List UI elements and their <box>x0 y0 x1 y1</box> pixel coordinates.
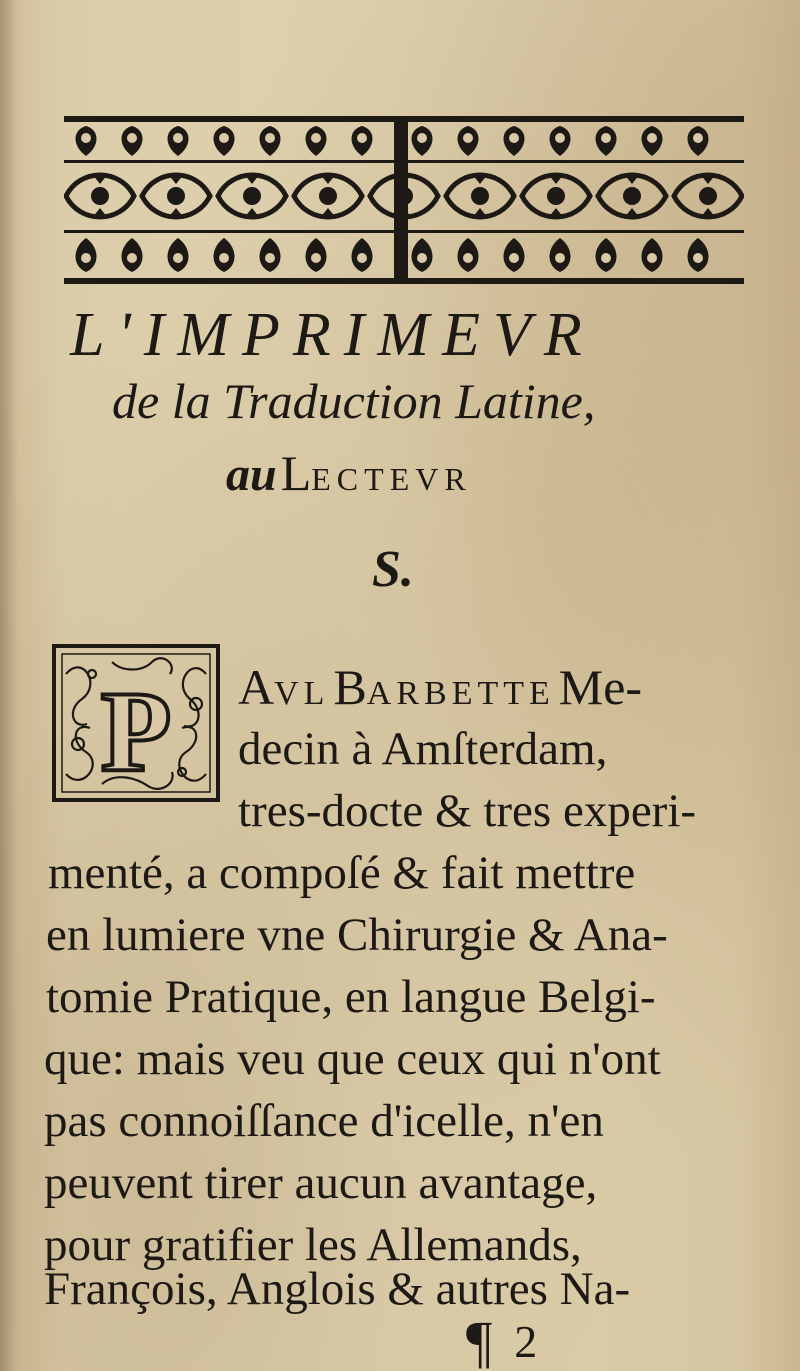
ornament-motif <box>92 208 108 218</box>
ornament-motif <box>624 174 640 184</box>
heading-lecteur-initial: L <box>280 445 312 501</box>
ornament-motif <box>81 133 91 143</box>
text-line-1: decin à Amſterdam, <box>238 723 608 775</box>
ornament-motif <box>693 133 703 143</box>
heading-au: au <box>226 448 277 501</box>
first-line-end: Me- <box>558 659 643 715</box>
first-line-initial-a: A <box>238 659 275 715</box>
first-line-vl: VL <box>274 675 330 712</box>
text-line-4: en lumiere vne Chirurgie & Ana- <box>46 909 668 961</box>
ornament-motif <box>81 253 91 263</box>
ornament-motif <box>92 174 108 184</box>
ornament-motif <box>700 174 716 184</box>
ornament-motif <box>472 174 488 184</box>
ornament-motif <box>173 253 183 263</box>
heading-imprimeur: L'IMPRIMEVR <box>70 301 595 369</box>
ornament-motif <box>463 133 473 143</box>
text-line-7: pas connoiſſance d'icelle, n'en <box>44 1095 604 1147</box>
ornament-motif <box>699 187 717 205</box>
heading-lecteur <box>226 444 472 502</box>
ornament-motif <box>320 174 336 184</box>
ornament-motif <box>319 187 337 205</box>
ornament-motif <box>647 253 657 263</box>
heading-traduction: de la Traduction Latine, <box>112 373 596 429</box>
ornament-motif <box>647 133 657 143</box>
ornament-motif <box>265 133 275 143</box>
ornament-motif <box>127 253 137 263</box>
ornament-motif <box>127 133 137 143</box>
ornament-motif <box>509 253 519 263</box>
ornament-motif <box>623 187 641 205</box>
ornament-motif <box>91 187 109 205</box>
ornament-motif <box>417 253 427 263</box>
text-line-8: peuvent tirer aucun avantage, <box>44 1157 598 1209</box>
ornament-motif <box>311 253 321 263</box>
ornament-motif <box>547 187 565 205</box>
ornament-motif <box>320 208 336 218</box>
ornament-motif <box>472 208 488 218</box>
ornament-motif <box>601 133 611 143</box>
first-line-initial-b: B <box>333 659 367 715</box>
ornament-motif <box>509 133 519 143</box>
ornament-motif <box>555 253 565 263</box>
ornament-motif <box>244 174 260 184</box>
text-line-3: menté, a compoſé & fait mettre <box>48 847 636 899</box>
pilcrow-signature: ¶ <box>466 1309 493 1371</box>
first-line-arbette: ARBETTE <box>366 675 555 712</box>
signature-number: 2 <box>514 1316 538 1367</box>
dropcap-letter: P <box>100 668 172 796</box>
ornament-motif <box>219 253 229 263</box>
signature-mark <box>466 1308 537 1371</box>
ornament-motif <box>700 208 716 218</box>
ornament-motif <box>395 187 413 205</box>
ornament-motif <box>417 133 427 143</box>
text-line-6: que: mais veu que ceux qui n'ont <box>44 1033 661 1085</box>
ornament-motif <box>624 208 640 218</box>
ornament-motif <box>168 208 184 218</box>
heading-lecteur-rest: ECTEVR <box>311 461 472 497</box>
ornament-motif <box>167 187 185 205</box>
ornament-motif <box>555 133 565 143</box>
ornament-motif <box>471 187 489 205</box>
ornament-motif <box>168 174 184 184</box>
ornament-motif <box>357 253 367 263</box>
ornament-motif <box>311 133 321 143</box>
text-line-9: pour gratifier les Allemands, <box>44 1219 582 1271</box>
ornament-motif <box>548 174 564 184</box>
ornament-motif <box>463 253 473 263</box>
first-text-line <box>238 658 642 716</box>
heading-salutation: S. <box>372 541 414 598</box>
ornament-motif <box>244 208 260 218</box>
text-line-10: François, Anglois & autres Na- <box>44 1263 631 1315</box>
ornament-motif <box>693 253 703 263</box>
ornament-motif <box>219 133 229 143</box>
ornament-motif <box>265 253 275 263</box>
text-line-2: tres-docte & tres experi- <box>238 785 697 837</box>
ornament-motif <box>173 133 183 143</box>
gutter-shadow <box>0 0 18 1371</box>
decorated-initial <box>52 644 220 802</box>
headpiece-ornament <box>64 110 744 290</box>
ornament-motif <box>357 133 367 143</box>
ornament-motif <box>601 253 611 263</box>
text-line-5: tomie Pratique, en langue Belgi- <box>46 971 656 1023</box>
ornament-motif <box>548 208 564 218</box>
ornament-motif <box>243 187 261 205</box>
